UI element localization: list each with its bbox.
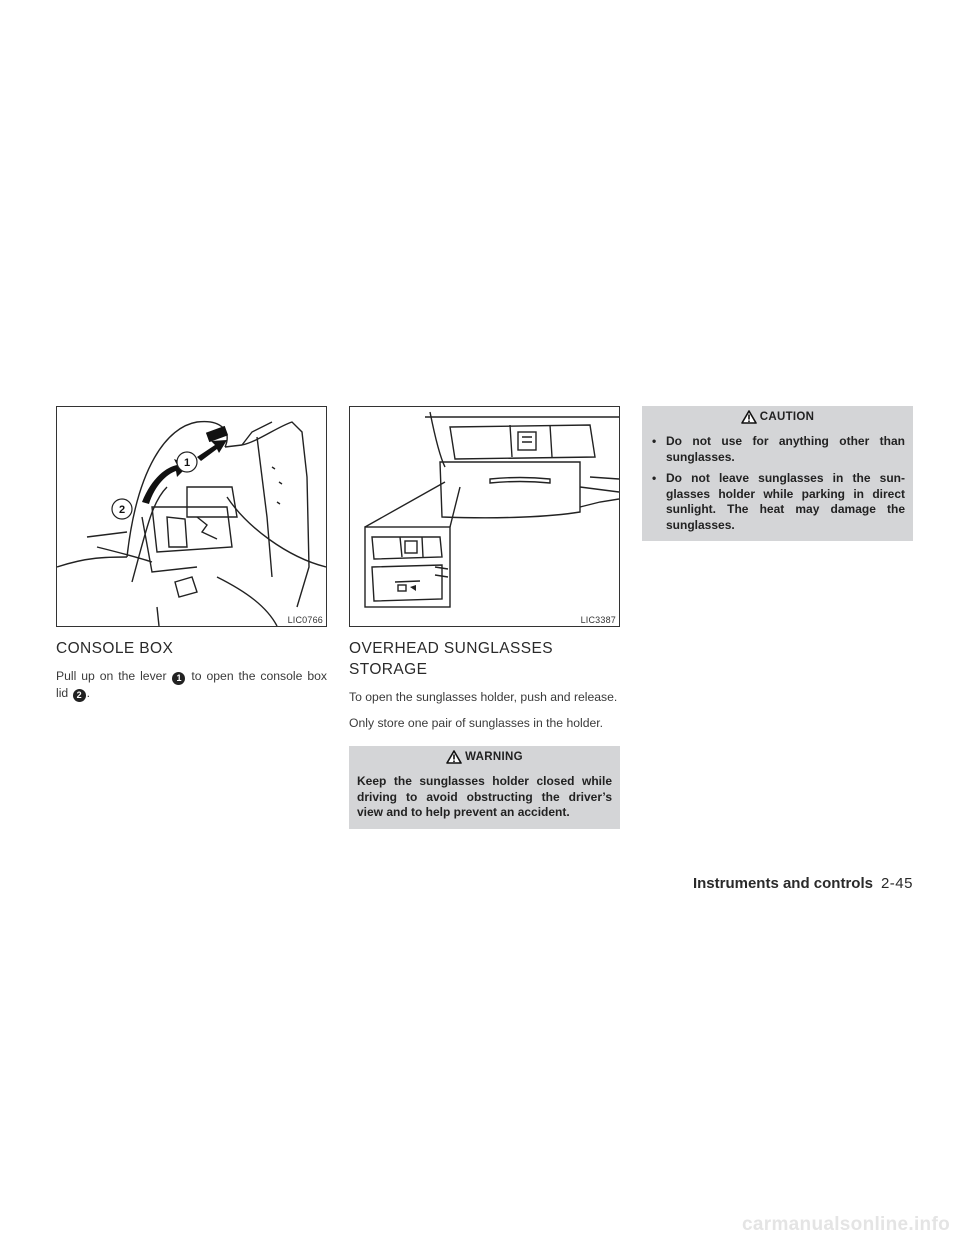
warning-triangle-icon (446, 750, 462, 764)
warning-triangle-icon (741, 410, 757, 424)
bullet-dot: • (652, 471, 657, 485)
warning-text: Keep the sunglasses holder closed while driving to avoid obstructing the driver’s view and to help prevent an accident. (357, 774, 612, 819)
page-number: 2-45 (880, 875, 913, 892)
sunglasses-holder-figure (349, 406, 620, 627)
warning-title: WARNING (465, 751, 523, 763)
figure-callout-2: 2 (118, 504, 126, 516)
caution-item (650, 471, 905, 533)
page-footer (693, 875, 913, 892)
watermark: carmanualsonline.info (742, 1214, 950, 1235)
body-text: to open the console box lid (56, 669, 327, 700)
sunglasses-storage-section (349, 406, 620, 829)
body-text: Pull up on the lever (56, 669, 172, 683)
console-box-illustration (57, 407, 326, 626)
caution-item-text: Do not use for anything other than sunglasses. (666, 434, 905, 464)
console-box-figure (56, 406, 327, 627)
sunglasses-holder-illustration (350, 407, 619, 626)
callout-1-marker: 1 (172, 672, 185, 685)
figure-code: LIC0766 (287, 615, 323, 625)
caution-title: CAUTION (759, 411, 815, 423)
body-paragraph: To open the sunglasses holder, push and release. (349, 690, 618, 704)
bullet-dot: • (652, 434, 657, 448)
callout-2-marker: 2 (73, 689, 86, 702)
caution-section (642, 406, 913, 541)
caution-header (650, 406, 905, 428)
caution-list (650, 434, 905, 533)
warning-box (349, 746, 620, 829)
console-box-paragraph (56, 668, 327, 702)
console-box-section (56, 406, 327, 702)
footer-section-title: Instruments and controls (692, 875, 873, 892)
caution-box (642, 406, 913, 541)
section-heading: CONSOLE BOX (56, 640, 174, 657)
caution-item (650, 434, 905, 465)
warning-header (357, 746, 612, 768)
body-paragraph: Only store one pair of sunglasses in the holder. (349, 716, 604, 730)
figure-callout-1: 1 (183, 457, 191, 469)
section-heading: OVERHEAD SUNGLASSES STORAGE (349, 640, 553, 678)
caution-item-text: Do not leave sunglasses in the sun- glasses holder while parking in direct sunlight. The heat may damage the sunglasses. (666, 471, 905, 532)
figure-code: LIC3387 (580, 615, 616, 625)
body-text: . (86, 686, 90, 700)
